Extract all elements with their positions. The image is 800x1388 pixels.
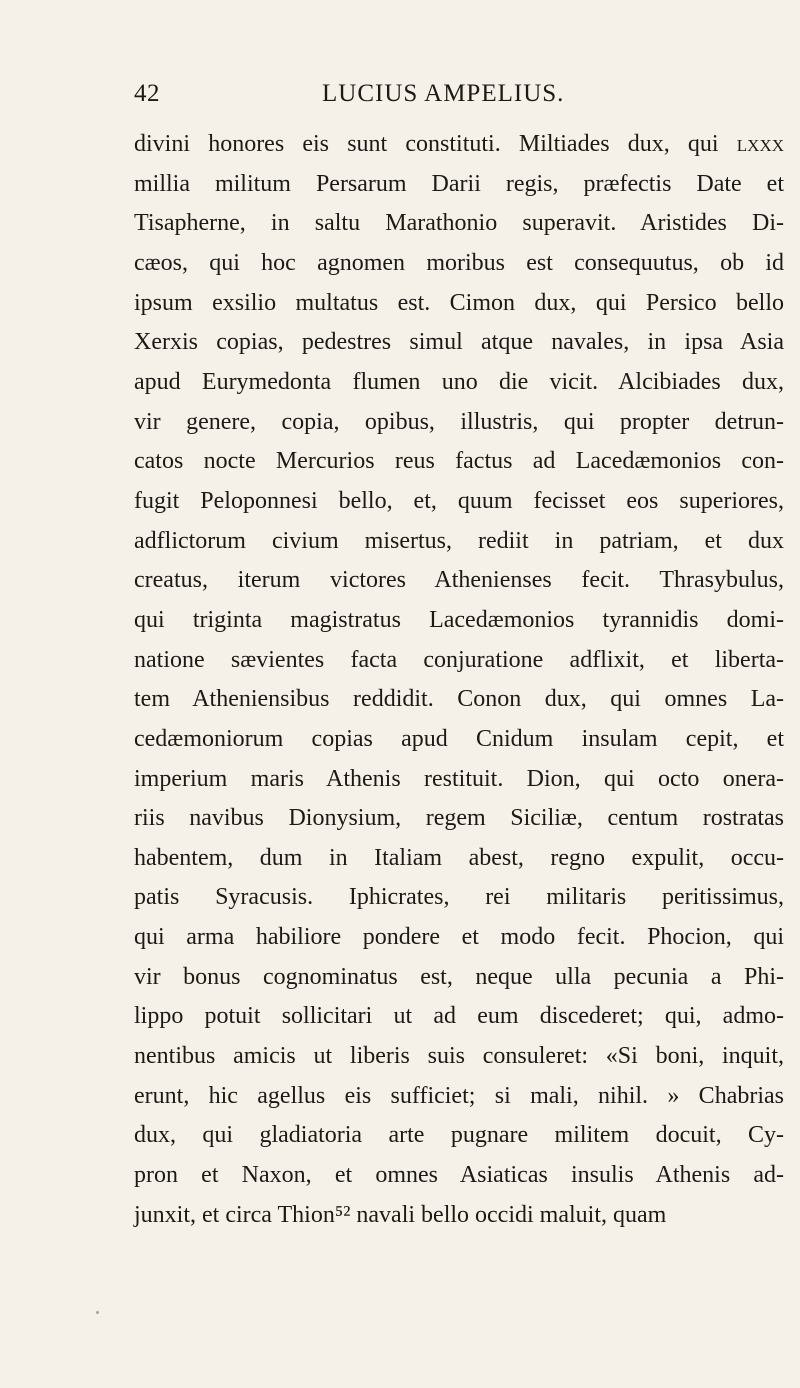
text-line: fugit Peloponnesi bello, et, quum fecisset eos superiores, xyxy=(134,487,784,514)
text-line: natione sævientes facta conjuratione adflixit, et liberta- xyxy=(134,646,784,673)
text-line: cæos, qui hoc agnomen moribus est consequutus, ob id xyxy=(134,249,784,276)
paper-speck xyxy=(96,1311,99,1314)
text-line: ipsum exsilio multatus est. Cimon dux, qui Persico bello xyxy=(134,289,784,316)
text-line: pron et Naxon, et omnes Asiaticas insulis Athenis ad- xyxy=(134,1162,784,1189)
text-line: adflictorum civium misertus, rediit in patriam, et dux xyxy=(134,527,784,554)
text-line: creatus, iterum victores Athenienses fecit. Thrasybulus, xyxy=(134,567,784,594)
text-line: lippo potuit sollicitari ut ad eum discederet; qui, admo- xyxy=(134,1003,784,1030)
page-number: 42 xyxy=(134,80,160,107)
text-line: catos nocte Mercurios reus factus ad Lacedæmonios con- xyxy=(134,448,784,475)
text-line: vir genere, copia, opibus, illustris, qui propter detrun- xyxy=(134,408,784,435)
text-line: imperium maris Athenis restituit. Dion, qui octo onera- xyxy=(134,765,784,792)
text-line: riis navibus Dionysium, regem Siciliæ, centum rostratas xyxy=(134,805,784,832)
running-title: LUCIUS AMPELIUS. xyxy=(322,80,565,107)
text-line: habentem, dum in Italiam abest, regno expulit, occu- xyxy=(134,844,784,871)
text-line: tem Atheniensibus reddidit. Conon dux, qui omnes La- xyxy=(134,686,784,713)
text-line: vir bonus cognominatus est, neque ulla pecunia a Phi- xyxy=(134,963,784,990)
text-line: erunt, hic agellus eis sufficiet; si mali, nihil. » Chabrias xyxy=(134,1082,784,1109)
text-line: dux, qui gladiatoria arte pugnare militem docuit, Cy- xyxy=(134,1122,784,1149)
text-line: apud Eurymedonta flumen uno die vicit. Alcibiades dux, xyxy=(134,368,784,395)
text-line: junxit, et circa Thion⁵² navali bello occidi maluit, quam xyxy=(134,1201,667,1228)
text-line: millia militum Persarum Darii regis, præfectis Date et xyxy=(134,170,784,197)
text-line: Tisapherne, in saltu Marathonio superavit. Aristides Di- xyxy=(134,210,784,237)
text-line: nentibus amicis ut liberis suis consuleret: «Si boni, inquit, xyxy=(134,1043,784,1070)
roman-numeral: lxxx xyxy=(736,131,784,157)
body-text xyxy=(134,125,784,1235)
text-line: patis Syracusis. Iphicrates, rei militaris peritissimus, xyxy=(134,884,784,911)
running-head xyxy=(134,80,784,116)
text-line: Xerxis copias, pedestres simul atque navales, in ipsa Asia xyxy=(134,329,784,356)
text-line: qui triginta magistratus Lacedæmonios tyrannidis domi- xyxy=(134,606,784,633)
text-line: cedæmoniorum copias apud Cnidum insulam cepit, et xyxy=(134,725,784,752)
text-line: divini honores eis sunt constituti. Miltiades dux, qui lxxx xyxy=(134,131,784,157)
text-line: qui arma habiliore pondere et modo fecit. Phocion, qui xyxy=(134,924,784,951)
